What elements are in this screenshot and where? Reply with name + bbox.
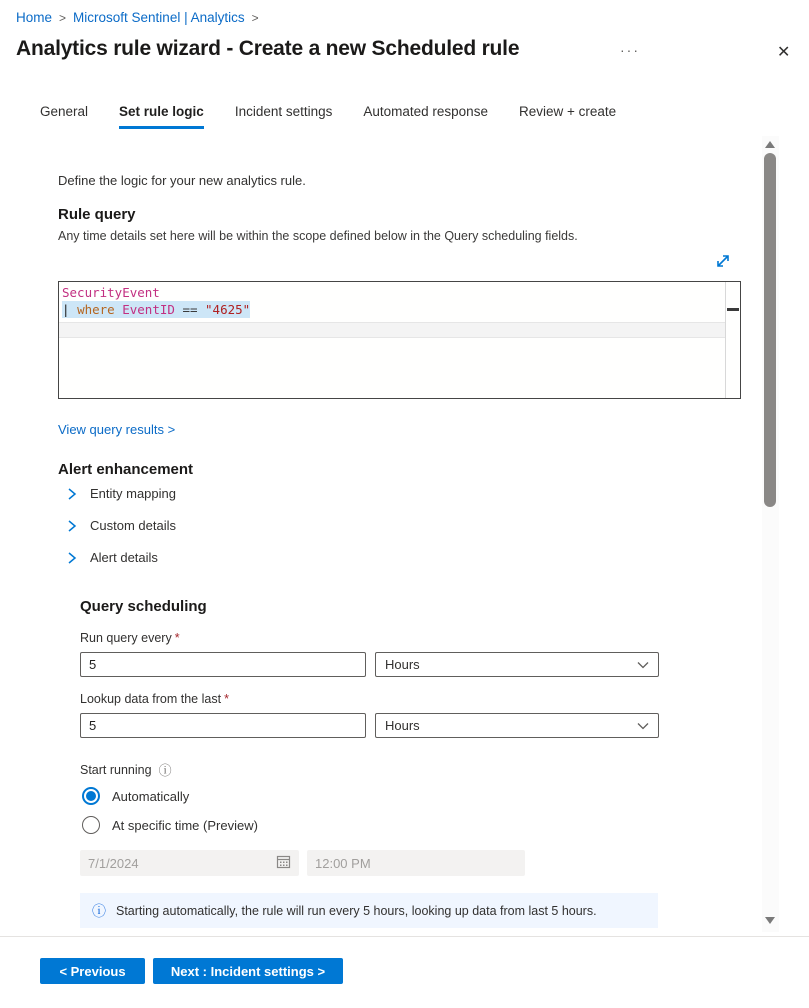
- chevron-right-icon: [66, 551, 78, 565]
- selected-option-label: Hours: [385, 718, 420, 733]
- info-banner: [80, 893, 658, 928]
- kql-table-token: SecurityEvent: [62, 285, 160, 300]
- current-line-highlight: [59, 322, 726, 338]
- scrollbar-thumb[interactable]: [764, 153, 776, 507]
- kql-pipe-token: |: [62, 302, 78, 317]
- breadcrumb-separator: >: [251, 11, 259, 25]
- breadcrumb-home-link[interactable]: Home: [16, 10, 53, 25]
- entity-mapping-expander[interactable]: [66, 486, 176, 501]
- radio-at-specific-time[interactable]: [82, 816, 258, 834]
- breadcrumb-separator: >: [59, 11, 67, 25]
- expand-editor-icon[interactable]: [714, 252, 732, 270]
- date-value: 7/1/2024: [88, 855, 139, 871]
- info-banner-text: Starting automatically, the rule will run every 5 hours, looking up data from last 5 hours.: [116, 903, 597, 918]
- time-value: 12:00 PM: [315, 855, 371, 871]
- run-query-every-input[interactable]: [80, 652, 366, 677]
- tab-set-rule-logic[interactable]: Set rule logic: [119, 104, 204, 129]
- info-icon: ⓘ: [92, 902, 106, 919]
- custom-details-expander[interactable]: [66, 518, 176, 533]
- info-icon[interactable]: ⓘ: [158, 763, 172, 778]
- query-scheduling-heading: Query scheduling: [80, 598, 207, 615]
- kql-keyword-token: where: [77, 302, 123, 317]
- alert-enhancement-heading: Alert enhancement: [58, 461, 194, 478]
- selected-option-label: Hours: [385, 657, 420, 672]
- tab-review-create[interactable]: Review + create: [518, 104, 617, 119]
- editor-scrollbar-gutter: [725, 282, 726, 398]
- alert-details-expander[interactable]: [66, 550, 158, 565]
- next-incident-settings-button[interactable]: Next : Incident settings >: [153, 958, 343, 984]
- page-scrollbar[interactable]: [762, 136, 779, 932]
- start-time-input: [307, 850, 525, 876]
- kql-operator-token: ==: [182, 302, 206, 317]
- required-marker: *: [174, 631, 180, 645]
- kql-column-token: EventID: [122, 302, 183, 317]
- scrollbar-down-arrow-icon[interactable]: [765, 917, 775, 924]
- close-icon[interactable]: ✕: [777, 44, 791, 61]
- scrollbar-up-arrow-icon[interactable]: [765, 141, 775, 148]
- breadcrumb: [16, 10, 266, 25]
- rule-query-description: Any time details set here will be within the scope defined below in the Query scheduling fields.: [58, 229, 578, 243]
- footer-divider: [0, 936, 809, 937]
- previous-button[interactable]: < Previous: [40, 958, 145, 984]
- chevron-down-icon: [637, 722, 649, 730]
- radio-button-icon: [82, 787, 100, 805]
- expander-label: Alert details: [90, 550, 158, 565]
- rule-query-heading: Rule query: [58, 206, 136, 223]
- tab-incident-settings[interactable]: Incident settings: [234, 104, 333, 119]
- tab-automated-response[interactable]: Automated response: [363, 104, 488, 119]
- run-query-unit-select[interactable]: [375, 652, 659, 677]
- radio-button-icon: [82, 816, 100, 834]
- chevron-down-icon: [637, 661, 649, 669]
- wizard-tabs: [40, 104, 616, 129]
- lookup-unit-select[interactable]: [375, 713, 659, 738]
- radio-label: At specific time (Preview): [112, 817, 258, 833]
- lookup-data-input[interactable]: [80, 713, 366, 738]
- rule-query-editor[interactable]: [58, 281, 741, 399]
- text-selection: [62, 301, 250, 318]
- start-running-label: Start running ⓘ: [80, 760, 172, 779]
- tab-general[interactable]: General: [40, 104, 89, 119]
- view-query-results-link[interactable]: View query results >: [58, 422, 176, 437]
- chevron-right-icon: [66, 519, 78, 533]
- expander-label: Entity mapping: [90, 486, 176, 501]
- more-options-icon[interactable]: ···: [620, 42, 640, 58]
- required-marker: *: [224, 692, 229, 706]
- calendar-icon: [276, 854, 291, 872]
- breadcrumb-sentinel-link[interactable]: Microsoft Sentinel | Analytics: [73, 10, 245, 25]
- code-line-2: [62, 301, 250, 318]
- run-query-every-label: Run query every *: [80, 631, 180, 645]
- intro-text: Define the logic for your new analytics rule.: [58, 173, 306, 188]
- editor-overview-marker: [727, 308, 739, 311]
- chevron-right-icon: [66, 487, 78, 501]
- radio-label: Automatically: [112, 788, 190, 804]
- code-line-1: [62, 284, 160, 301]
- radio-automatically[interactable]: [82, 787, 189, 805]
- start-date-input: [80, 850, 299, 876]
- expander-label: Custom details: [90, 518, 176, 533]
- page-title: Analytics rule wizard - Create a new Scheduled rule: [16, 37, 520, 60]
- lookup-data-label: Lookup data from the last *: [80, 692, 229, 706]
- kql-string-token: "4625": [205, 302, 251, 317]
